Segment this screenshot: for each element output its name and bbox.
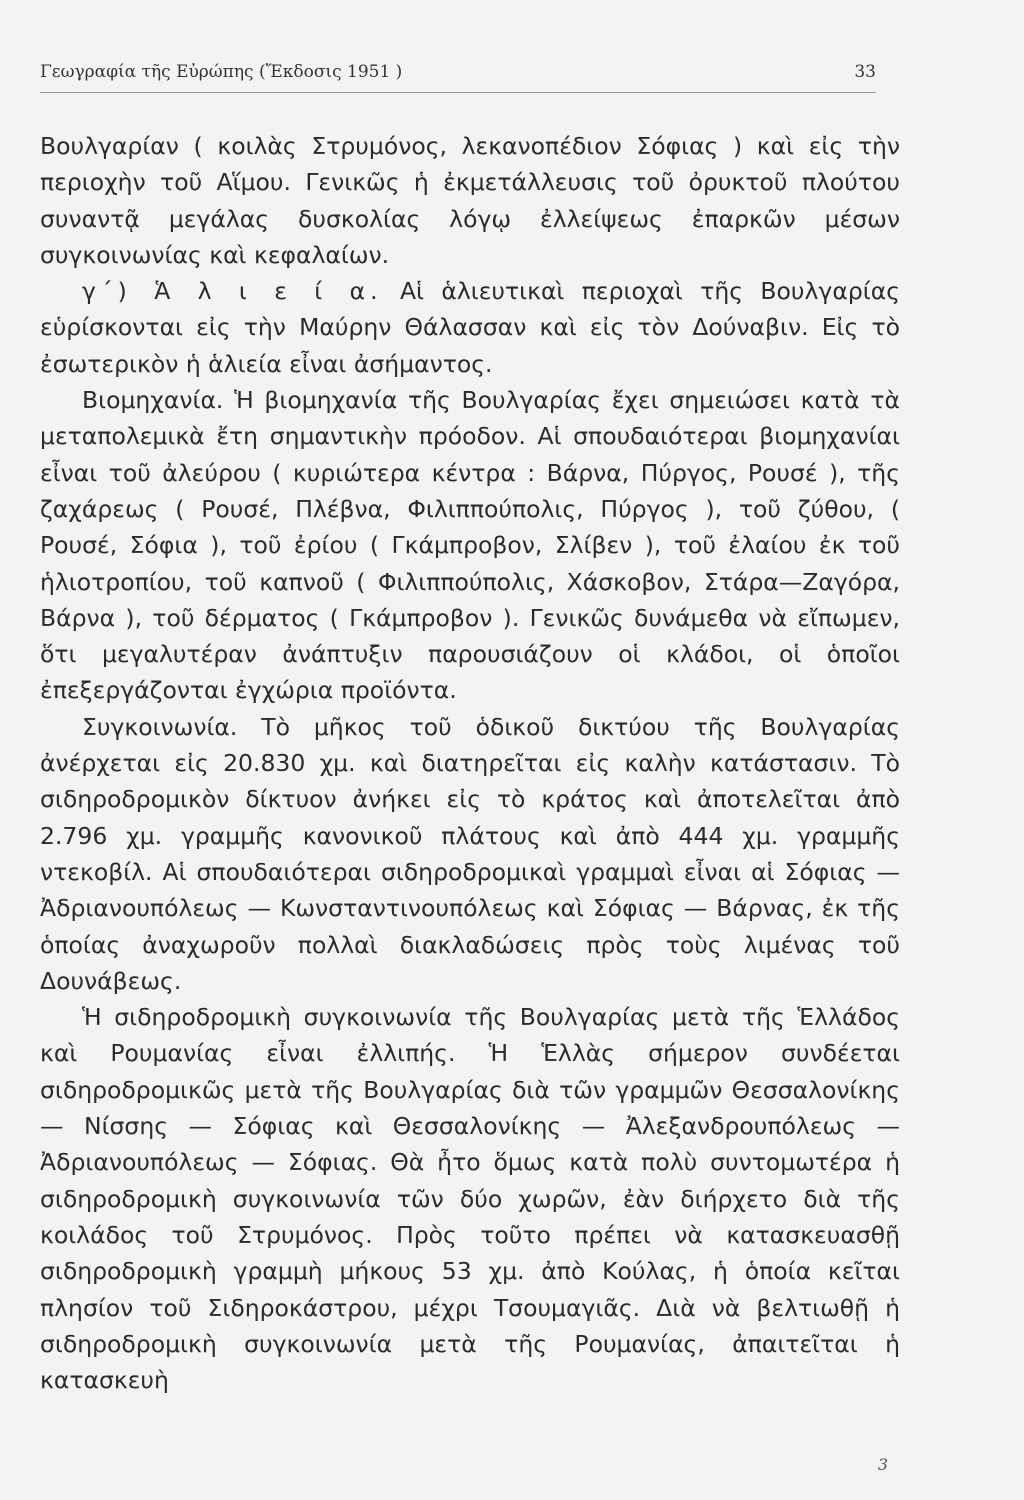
paragraph-industry [40,382,900,709]
section-heading-fishing: γ΄) Ἁ λ ι ε ί α. [82,277,383,306]
paragraph-mining-text: Βουλγαρίαν ( κοιλὰς Στρυμόνος, λεκανοπέδιον Σόφιας ) καὶ εἰς τὴν περιοχὴν τοῦ Αἵμου. Γενικῶς ἡ ἐκμετάλλευσις τοῦ ὀρυκτοῦ πλούτου συναντᾷ μεγάλας δυσκολίας λόγῳ ἐλλείψεως ἐπαρκῶν μέσων συγκοινωνίας καὶ κεφαλαίων. [40,132,900,269]
section-heading-industry: Βιομηχανία. [82,386,224,415]
paragraph-railway-text: Ἡ σιδηροδρομικὴ συγκοινωνία τῆς Βουλγαρίας μετὰ τῆς Ἑλλάδος καὶ Ρουμανίας εἶναι ἐλλιπής. Ἡ Ἑλλὰς σήμερον συνδέεται σιδηροδρομικῶς μετὰ τῆς Βουλγαρίας διὰ τῶν γραμμῶν Θεσσαλονίκης — Νίσσης — Σόφιας καὶ Θεσσαλονίκης — Ἀλεξανδρουπόλεως — Ἀδριανουπόλεως — Σόφιας. Θὰ ἦτο ὅμως κατὰ πολὺ συντομωτέρα ἡ σιδηροδρομικὴ συγκοινωνία τῶν δύο χωρῶν, ἐὰν διήρχετο διὰ τῆς κοιλάδος τοῦ Στρυμόνος. Πρὸς τοῦτο πρέπει νὰ κατασκευασθῇ σιδηροδρομικὴ γραμμὴ μήκους 53 χμ. ἀπὸ Κούλας, ἡ ὁποία κεῖται πλησίον τοῦ Σιδηροκάστρου, μέχρι Τσουμαγιᾶς. Διὰ νὰ βελτιωθῇ ἡ σιδηροδρομικὴ συγκοινωνία μετὰ τῆς Ρουμανίας, ἀπαιτεῖται ἡ κατασκευὴ [40,1003,900,1395]
paragraph-railway [40,999,900,1398]
page-header [40,58,876,93]
page-number: 33 [854,62,876,82]
section-heading-transport: Συγκοινωνία. [82,712,238,741]
paragraph-industry-text: Ἡ βιομηχανία τῆς Βουλγαρίας ἔχει σημειώσει κατὰ τὰ μεταπολεμικὰ ἔτη σημαντικὴν πρόοδον. Αἱ σπουδαιότεραι βιομηχανίαι εἶναι τοῦ ἀλεύρου ( κυριώτερα κέντρα : Βάρνα, Πύργος, Ρουσέ ), τῆς ζαχάρεως ( Ρουσέ, Πλέβνα, Φιλιππούπολις, Πύργος ), τοῦ ζύθου, ( Ρουσέ, Σόφια ), τοῦ ἐρίου ( Γκάμπροβον, Σλίβεν ), τοῦ ἐλαίου ἐκ τοῦ ἡλιοτροπίου, τοῦ καπνοῦ ( Φιλιππούπολις, Χάσκοβον, Στάρα—Ζαγόρα, Βάρνα ), τοῦ δέρματος ( Γκάμπροβον ). Γενικῶς δυνάμεθα νὰ εἴπωμεν, ὅτι μεγαλυτέραν ἀνάπτυξιν παρουσιάζουν οἱ κλάδοι, οἱ ὁποῖοι ἐπεξεργάζονται ἐγχώρια προϊόντα. [40,386,900,705]
paragraph-transport [40,709,900,999]
paragraph-fishing-text: Αἱ ἁλιευτικαὶ περιοχαὶ τῆς Βουλγαρίας εὑρίσκονται εἰς τὴν Μαύρην Θάλασσαν καὶ εἰς τὸν Δούναβιν. Εἰς τὸ ἐσωτερικὸν ἡ ἁλιεία εἶναι ἀσήμαντος. [40,277,900,378]
running-title: Γεωγραφία τῆς Εὐρώπης (Ἔκδοσις 1951 ) [40,62,403,82]
printer-signature-mark: 3 [877,1455,888,1474]
paragraph-mining [40,128,900,273]
body-text [40,128,900,1398]
paragraph-transport-text: Τὸ μῆκος τοῦ ὁδικοῦ δικτύου τῆς Βουλγαρίας ἀνέρχεται εἰς 20.830 χμ. καὶ διατηρεῖται εἰς καλὴν κατάστασιν. Τὸ σιδηροδρομικὸν δίκτυον ἀνήκει εἰς τὸ κράτος καὶ ἀποτελεῖται ἀπὸ 2.796 χμ. γραμμῆς κανονικοῦ πλάτους καὶ ἀπὸ 444 χμ. γραμμῆς ντεκοβίλ. Αἱ σπουδαιότεραι σιδηροδρομικαὶ γραμμαὶ εἶναι αἱ Σόφιας —Ἀδριανουπόλεως — Κωνσταντινουπόλεως καὶ Σόφιας — Βάρνας, ἐκ τῆς ὁποίας ἀναχωροῦν πολλαὶ διακλαδώσεις πρὸς τοὺς λιμένας τοῦ Δουνάβεως. [40,712,900,995]
paragraph-fishing [40,273,900,382]
